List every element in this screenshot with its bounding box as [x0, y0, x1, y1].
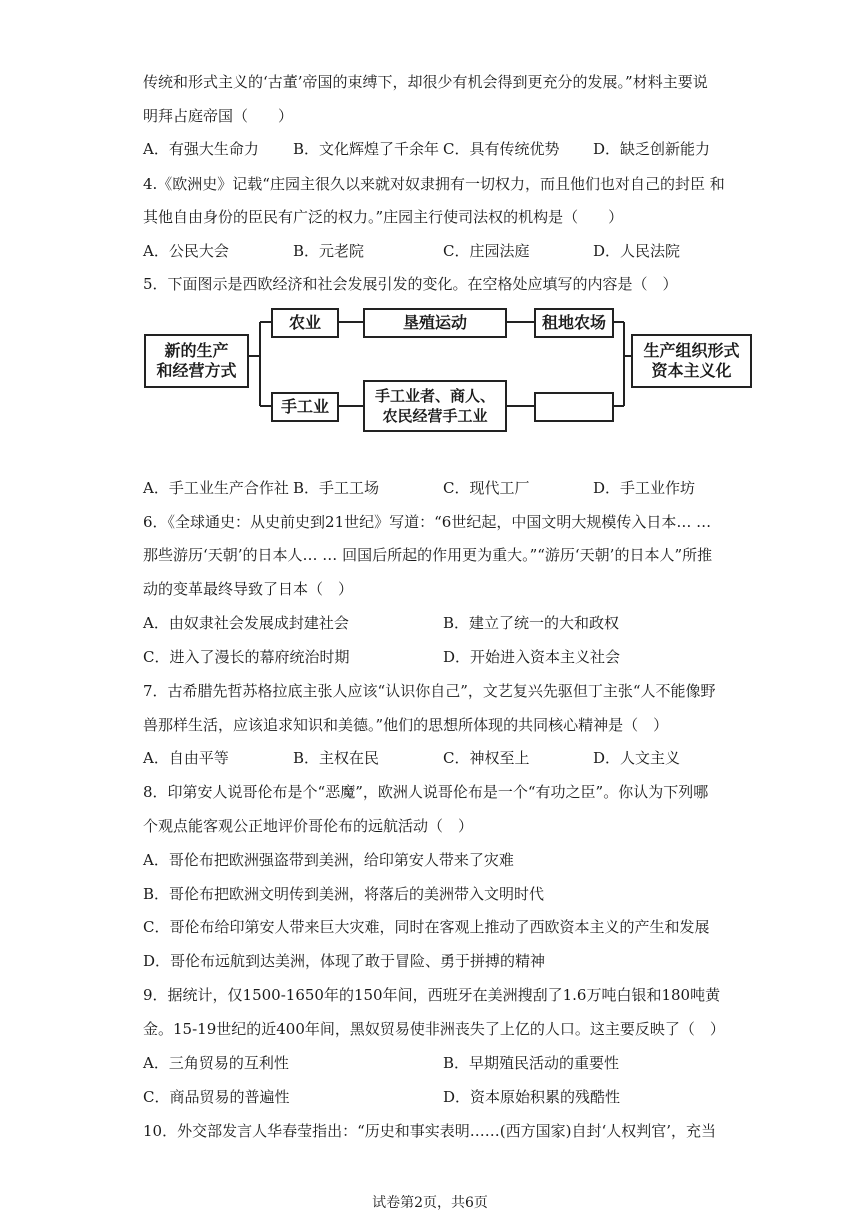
q5-option-b[interactable]: B．手工工场	[293, 479, 380, 497]
agriculture-box: 农业	[271, 308, 339, 338]
q8-option-c[interactable]: C．哥伦布给印第安人带来巨大灾难，同时在客观上推动了西欧资本主义的产生和发展	[143, 918, 710, 936]
q8-option-d[interactable]: D．哥伦布远航到达美洲，体现了敢于冒险、勇于拼搏的精神	[143, 952, 546, 970]
q3-option-d[interactable]: D．缺乏创新能力	[593, 140, 711, 158]
reclamation-box: 垦殖运动	[363, 308, 507, 338]
q5-option-a[interactable]: A．手工业生产合作社	[143, 479, 289, 497]
q3-text-line-1: 传统和形式主义的‘古董’帝国的束缚下，却很少有机会得到更充分的发展。”材料主要说	[143, 73, 708, 91]
lease-farm-box: 租地农场	[534, 308, 614, 338]
q3-option-b[interactable]: B．文化辉煌了千余年	[293, 140, 440, 158]
q6-option-c[interactable]: C．进入了漫长的幕府统治时期	[143, 648, 350, 666]
q4-text-line-2: 其他自由身份的臣民有广泛的权力。”庄园主行使司法权的机构是（ ）	[143, 208, 624, 226]
q9-option-c[interactable]: C．商品贸易的普遍性	[143, 1088, 290, 1106]
q10-text-line-1: 10．外交部发言人华春莹指出：“历史和事实表明……(西方国家)自封‘人权判官’，充当	[143, 1122, 716, 1140]
craftsmen-box: 手工业者、商人、 农民经营手工业	[363, 380, 507, 432]
q6-text-line-3: 动的变革最终导致了日本（ ）	[143, 580, 354, 598]
q4-option-b[interactable]: B．元老院	[293, 242, 365, 260]
q9-text-line-1: 9．据统计，仅1500-1650年的150年间，西班牙在美洲搜刮了1.6万吨白银和180吨黄	[143, 986, 721, 1004]
q5-option-c[interactable]: C．现代工厂	[443, 479, 530, 497]
q6-option-d[interactable]: D．开始进入资本主义社会	[443, 648, 621, 666]
q4-text-line-1: 4.《欧洲史》记载“庄园主很久以来就对奴隶拥有一切权力，而且他们也对自己的封臣 和	[143, 175, 725, 193]
q3-option-c[interactable]: C．具有传统优势	[443, 140, 560, 158]
q8-option-b[interactable]: B．哥伦布把欧洲文明传到美洲，将落后的美洲带入文明时代	[143, 885, 545, 903]
q9-option-b[interactable]: B．早期殖民活动的重要性	[443, 1054, 620, 1072]
q3-text-line-2: 明拜占庭帝国（ ）	[143, 107, 294, 125]
q3-option-a[interactable]: A．有强大生命力	[143, 140, 259, 158]
q9-text-line-2: 金。15-19世纪的近400年间，黑奴贸易使非洲丧失了上亿的人口。这主要反映了（ ）	[143, 1020, 725, 1038]
handicraft-box: 手工业	[271, 392, 339, 422]
q7-text-line-2: 兽那样生活，应该追求知识和美德。”他们的思想所体现的共同核心精神是（ ）	[143, 716, 669, 734]
q7-option-a[interactable]: A．自由平等	[143, 749, 229, 767]
q4-option-c[interactable]: C．庄园法庭	[443, 242, 530, 260]
q4-option-d[interactable]: D．人民法院	[593, 242, 681, 260]
capitalist-organization-box: 生产组织形式 资本主义化	[631, 334, 752, 388]
q8-text-line-1: 8．印第安人说哥伦布是个“恶魔”，欧洲人说哥伦布是一个“有功之臣”。你认为下列哪	[143, 783, 709, 801]
q5-text: 5．下面图示是西欧经济和社会发展引发的变化。在空格处应填写的内容是（ ）	[143, 275, 678, 293]
q9-option-a[interactable]: A．三角贸易的互利性	[143, 1054, 289, 1072]
q6-text-line-1: 6．《全球通史：从史前史到21世纪》写道：“6世纪起，中国文明大规模传入日本… …	[143, 513, 712, 531]
q7-option-c[interactable]: C．神权至上	[443, 749, 530, 767]
q7-text-line-1: 7．古希腊先哲苏格拉底主张人应该“认识你自己”，文艺复兴先驱但丁主张“人不能像野	[143, 682, 716, 700]
page-footer: 试卷第2页，共6页	[372, 1195, 488, 1211]
q6-option-a[interactable]: A．由奴隶社会发展成封建社会	[143, 614, 349, 632]
blank-answer-box[interactable]	[534, 392, 614, 422]
new-production-box: 新的生产 和经营方式	[144, 334, 249, 388]
q4-option-a[interactable]: A．公民大会	[143, 242, 229, 260]
q7-option-b[interactable]: B．主权在民	[293, 749, 380, 767]
q9-option-d[interactable]: D．资本原始积累的残酷性	[443, 1088, 621, 1106]
q7-option-d[interactable]: D．人文主义	[593, 749, 681, 767]
q5-option-d[interactable]: D．手工业作坊	[593, 479, 696, 497]
q8-option-a[interactable]: A．哥伦布把欧洲强盗带到美洲，给印第安人带来了灾难	[143, 851, 514, 869]
q8-text-line-2: 个观点能客观公正地评价哥伦布的远航活动（ ）	[143, 817, 474, 835]
economy-change-diagram	[143, 300, 763, 440]
q6-text-line-2: 那些游历‘天朝’的日本人… … 回国后所起的作用更为重大。”“游历‘天朝’的日本人”所推	[143, 546, 713, 564]
q6-option-b[interactable]: B．建立了统一的大和政权	[443, 614, 620, 632]
